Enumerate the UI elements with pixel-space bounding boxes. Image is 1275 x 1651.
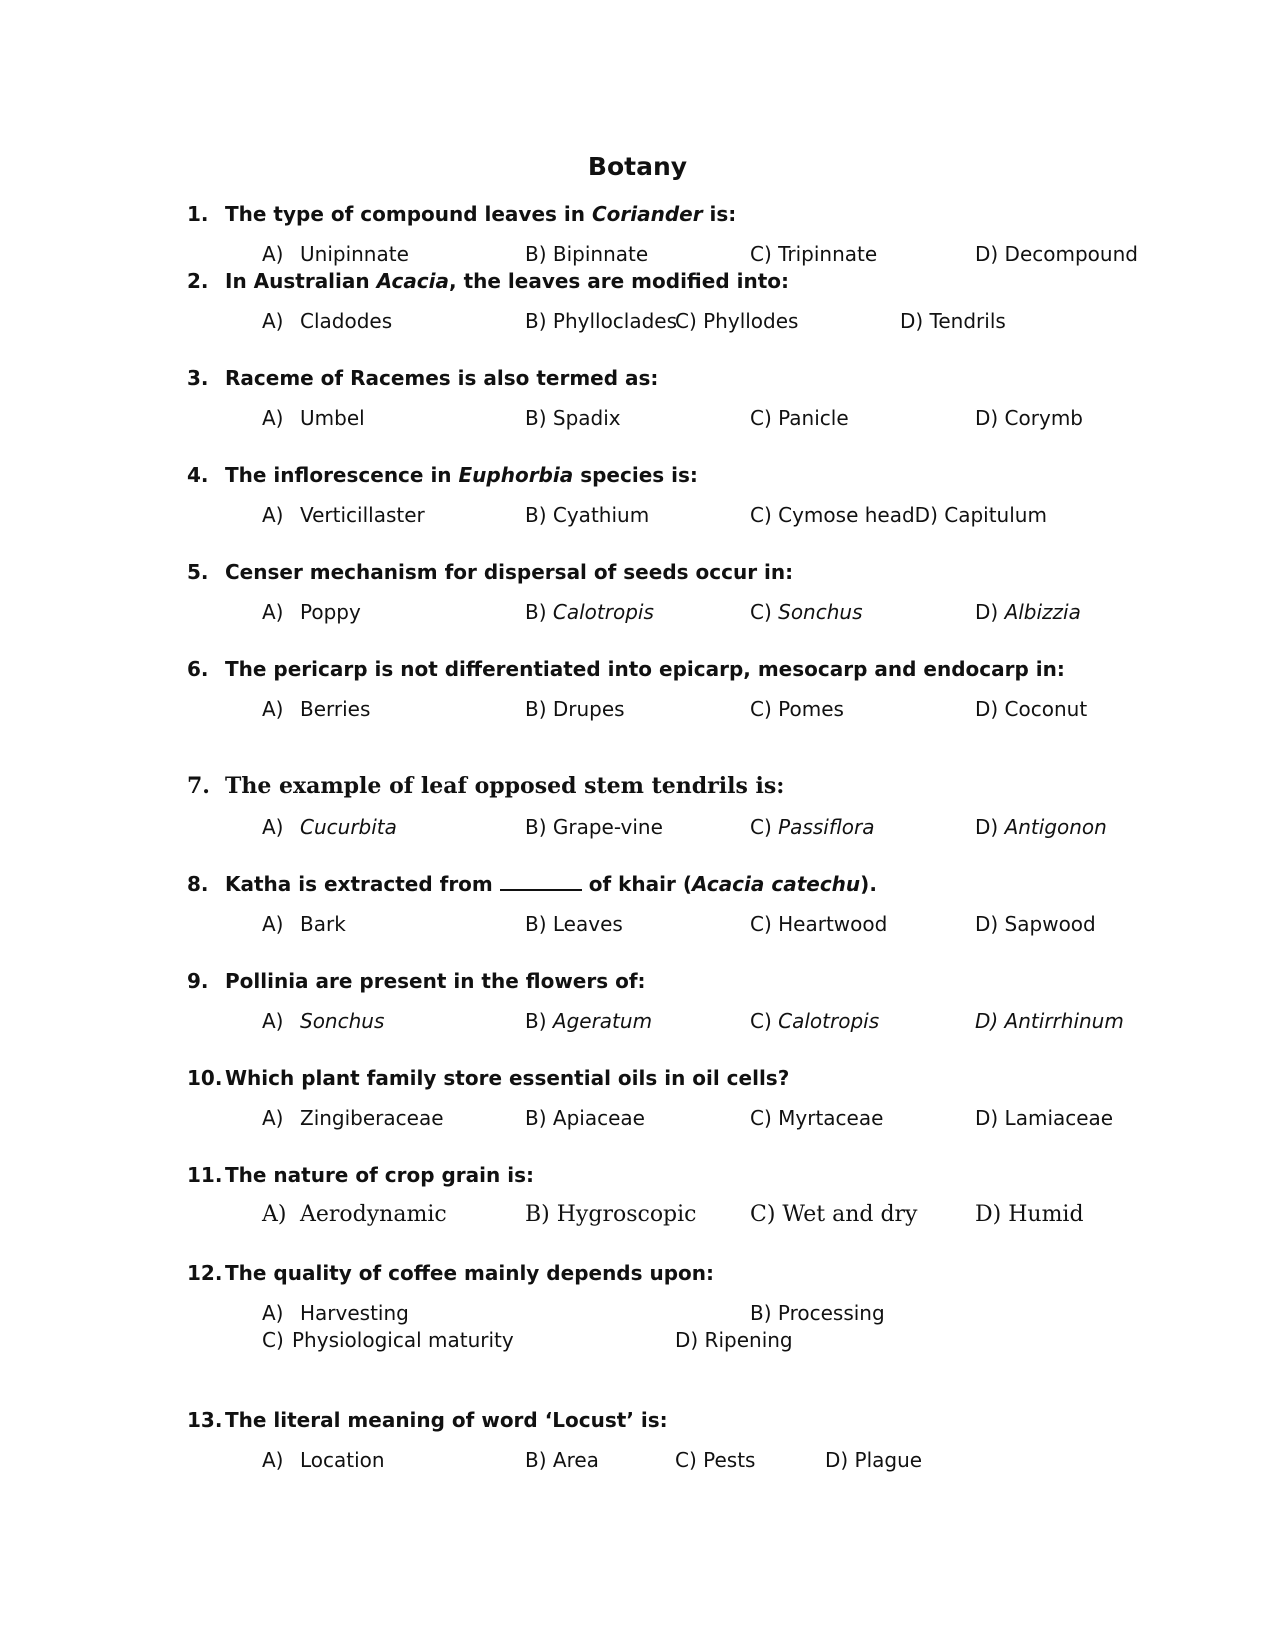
question-11: 11. The nature of crop grain is: [187,1163,534,1187]
question-12: 12. The quality of coffee mainly depends upon: [187,1261,715,1285]
option-d: D) Coconut [975,697,1088,721]
option-c: C) Phyllodes [675,309,799,333]
question-1: 1. The type of compound leaves in Coriander is: [187,202,737,226]
option-b: B) Apiaceae [525,1106,645,1130]
option-a: A) Harvesting [262,1301,409,1325]
option-c: C) Wet and dry [750,1202,918,1227]
option-c: C) Heartwood [750,912,888,936]
option-a: A) Poppy [262,600,361,624]
option-d: D) Antirrhinum [975,1009,1124,1033]
option-c: C) Panicle [750,406,849,430]
option-a: A) Zingiberaceae [262,1106,444,1130]
option-b: B) Leaves [525,912,623,936]
option-a: A) Berries [262,697,371,721]
page-title: Botany [587,152,688,181]
option-b: B) Grape-vine [525,815,663,839]
option-a: A) Aerodynamic [262,1202,447,1227]
option-a: A) Bark [262,912,346,936]
option-b: B) Calotropis [525,600,654,624]
question-7: 7. The example of leaf opposed stem tendrils is: [187,773,785,799]
question-2: 2. In Australian Acacia, the leaves are modified into: [187,269,789,293]
option-d: D) Tendrils [900,309,1006,333]
option-a: A) Cladodes [262,309,393,333]
answer-blank [500,871,582,891]
option-b: B) Spadix [525,406,621,430]
option-c: C) Pests [675,1448,756,1472]
option-b: B) Hygroscopic [525,1202,697,1227]
option-b: B) Cyathium [525,503,650,527]
option-c: C) Myrtaceae [750,1106,884,1130]
option-b: B) Ageratum [525,1009,653,1033]
option-d: D) Antigonon [975,815,1107,839]
option-b: B) Processing [750,1301,885,1325]
question-13: 13. The literal meaning of word ‘Locust’ is: [187,1408,668,1432]
option-c: C) Pomes [750,697,844,721]
option-c: C) Cymose headD) Capitulum [750,503,1047,527]
option-a: A) Umbel [262,406,365,430]
question-3: 3. Raceme of Racemes is also termed as: [187,366,659,390]
option-b: B) Bipinnate [525,242,649,266]
option-c: C) Tripinnate [750,242,878,266]
question-10: 10. Which plant family store essential oils in oil cells? [187,1066,790,1090]
question-9: 9. Pollinia are present in the flowers of: [187,969,646,993]
option-c: C) Sonchus [750,600,863,624]
option-a: A) Verticillaster [262,503,425,527]
option-c: C) Calotropis [750,1009,880,1033]
option-b: B) Phylloclades [525,309,678,333]
option-d: D) Lamiaceae [975,1106,1114,1130]
option-d: D) Corymb [975,406,1083,430]
option-a: A) Cucurbita [262,815,397,839]
option-d: D) Sapwood [975,912,1096,936]
option-d: D) Humid [975,1202,1084,1227]
option-d: D) Albizzia [975,600,1081,624]
question-6: 6. The pericarp is not differentiated into epicarp, mesocarp and endocarp in: [187,657,1065,681]
option-d: D) Plague [825,1448,923,1472]
question-5: 5. Censer mechanism for dispersal of seeds occur in: [187,560,794,584]
option-b: B) Drupes [525,697,625,721]
option-a: A) Location [262,1448,385,1472]
question-8: 8. Katha is extracted from of khair (Acacia catechu). [187,872,877,896]
question-4: 4. The inflorescence in Euphorbia species is: [187,463,698,487]
option-a: A) Sonchus [262,1009,385,1033]
option-d: D) Ripening [675,1328,793,1352]
option-a: A) Unipinnate [262,242,409,266]
option-d: D) Decompound [975,242,1138,266]
option-c: C) Physiological maturity [262,1328,514,1352]
option-b: B) Area [525,1448,599,1472]
option-c: C) Passiflora [750,815,875,839]
